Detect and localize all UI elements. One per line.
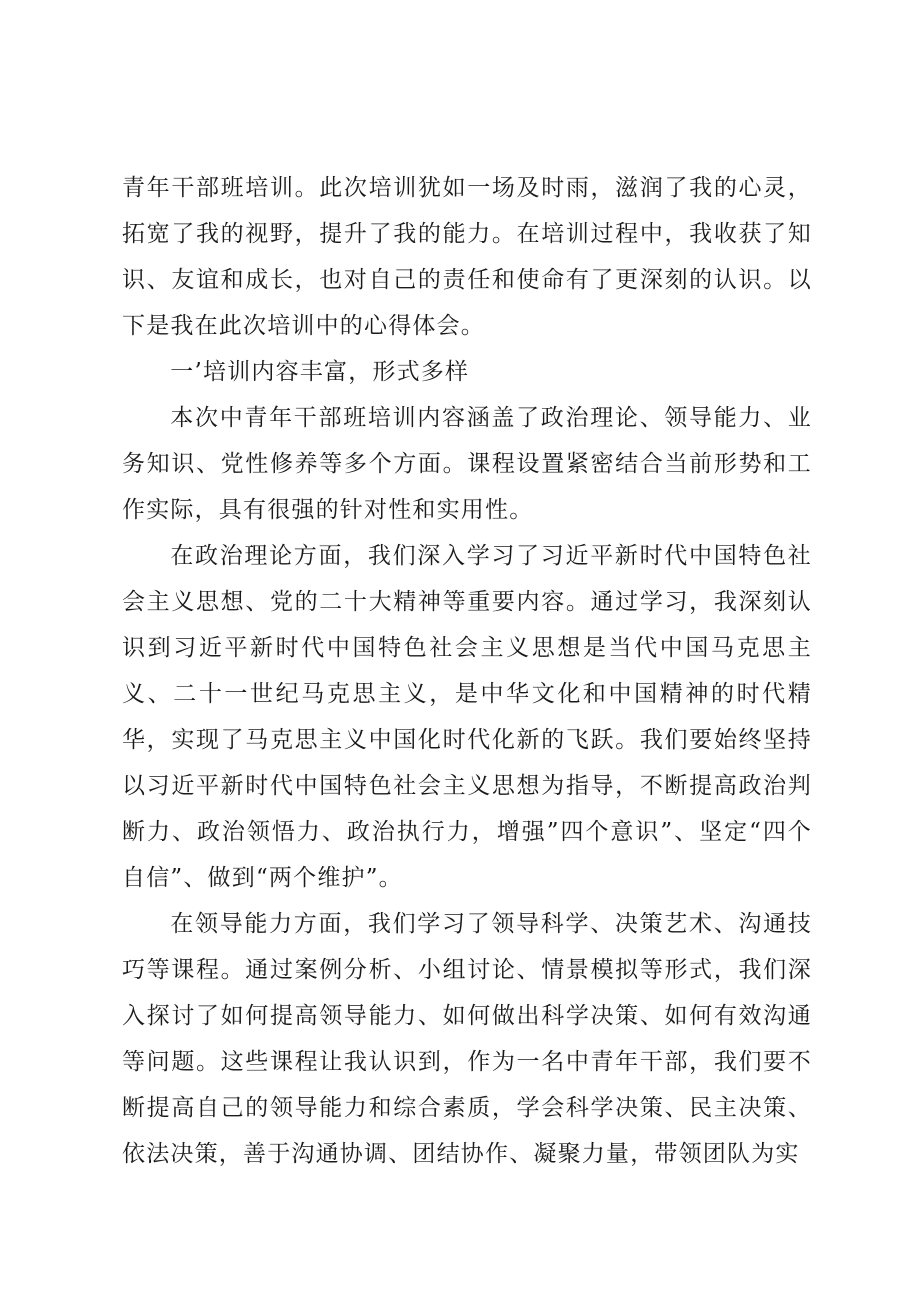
paragraph-leadership: 在领导能力方面，我们学习了领导科学、决策艺术、沟通技巧等课程。通过案例分析、小组讨论、情景模拟等形式，我们深入探讨了如何提高领导能力、如何做出科学决策、如何有效沟通等问题。这些课程让我认识到，作为一名中青年干部，我们要不断提高自己的领导能力和综合素质，学会科学决策、民主决策、依法决策，善于沟通协调、团结协作、凝聚力量，带领团队为实: [122, 911, 812, 1167]
document-body: [122, 165, 812, 1177]
section-heading: 一’培训内容丰富，形式多样: [170, 359, 470, 385]
paragraph-training-overview: 本次中青年干部班培训内容涵盖了政治理论、领导能力、业务知识、党性修养等多个方面。课程设置紧密结合当前形势和工作实际，具有很强的针对性和实用性。: [122, 405, 812, 523]
paragraph-political-theory: 在政治理论方面，我们深入学习了习近平新时代中国特色社会主义思想、党的二十大精神等重要内容。通过学习，我深刻认识到习近平新时代中国特色社会主义思想是当代中国马克思主义、二十一世纪马克思主义，是中华文化和中国精神的时代精华，实现了马克思主义中国化时代化新的飞跃。我们要始终坚持以习近平新时代中国特色社会主义思想为指导，不断提高政治判断力、政治领悟力、政治执行力，增强”四个意识”、坚定“四个自信”、做到“两个维护”。: [122, 543, 812, 891]
paragraph-continuation: 青年干部班培训。此次培训犹如一场及时雨，滋润了我的心灵，拓宽了我的视野，提升了我的能力。在培训过程中，我收获了知识、友谊和成长，也对自己的责任和使命有了更深刻的认识。以下是我在此次培训中的心得体会。: [122, 175, 812, 339]
